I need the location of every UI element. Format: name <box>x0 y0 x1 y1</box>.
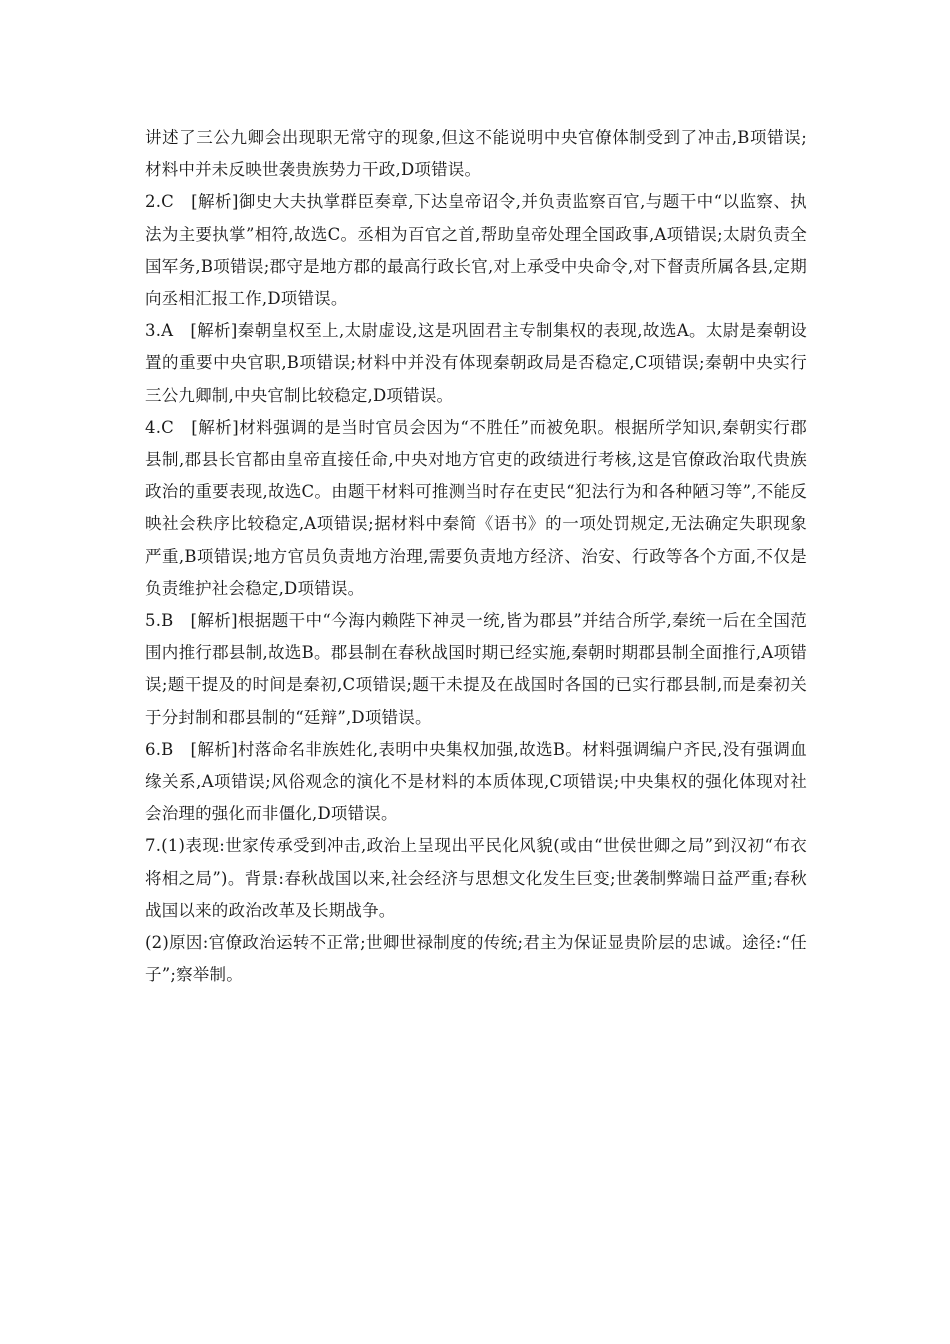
answer-paragraph-2: 2.C [解析]御史大夫执掌群臣奏章,下达皇帝诏令,并负责监察百官,与题干中“以监察、执法为主要执掌”相符,故选C。丞相为百官之首,帮助皇帝处理全国政事,A项错误;太尉负责全国军务,B项错误;郡守是地方郡的最高行政长官,对上承受中央命令,对下督责所属各县,定期向丞相汇报工作,D项错误。 <box>145 192 807 309</box>
answer-paragraph-4: 4.C [解析]材料强调的是当时官员会因为“不胜任”而被免职。根据所学知识,秦朝实行郡县制,郡县长官都由皇帝直接任命,中央对地方官吏的政绩进行考核,这是官僚政治取代贵族政治的重要表现,故选C。由题干材料可推测当时存在吏民“犯法行为和各种陋习等”,不能反映社会秩序比较稳定,A项错误;据材料中秦简《语书》的一项处罚规定,无法确定失职现象严重,B项错误;地方官员负责地方治理,需要负责地方经济、治安、行政等各个方面,不仅是负责维护社会稳定,D项错误。 <box>145 417 807 598</box>
answer-paragraph-7-part-1: 7.(1)表现:世家传承受到冲击,政治上呈现出平民化风貌(或由“世侯世卿之局”到汉初“布衣将相之局”)。背景:春秋战国以来,社会经济与思想文化发生巨变;世袭制弊端日益严重;春秋战国以来的政治改革及长期战争。 <box>145 836 807 920</box>
answer-paragraph-3: 3.A [解析]秦朝皇权至上,太尉虚设,这是巩固君主专制集权的表现,故选A。太尉是秦朝设置的重要中央官职,B项错误;材料中并没有体现秦朝政局是否稳定,C项错误;秦朝中央实行三公九卿制,中央官制比较稳定,D项错误。 <box>145 321 807 405</box>
answer-paragraph-1-continued: 讲述了三公九卿会出现职无常守的现象,但这不能说明中央官僚体制受到了冲击,B项错误;材料中并未反映世袭贵族势力干政,D项错误。 <box>145 128 807 180</box>
answer-paragraph-5: 5.B [解析]根据题干中“今海内赖陛下神灵一统,皆为郡县”并结合所学,秦统一后在全国范围内推行郡县制,故选B。郡县制在春秋战国时期已经实施,秦朝时期郡县制全面推行,A项错误;题干提及的时间是秦初,C项错误;题干未提及在战国时各国的已实行郡县制,而是秦初关于分封制和郡县制的“廷辩”,D项错误。 <box>145 611 807 727</box>
answer-paragraph-7-part-2: (2)原因:官僚政治运转不正常;世卿世禄制度的传统;君主为保证显贵阶层的忠诚。途径:“任子”;察举制。 <box>145 933 807 985</box>
answer-paragraph-6: 6.B [解析]村落命名非族姓化,表明中央集权加强,故选B。材料强调编户齐民,没有强调血缘关系,A项错误;风俗观念的演化不是材料的本质体现,C项错误;中央集权的强化体现对社会治理的强化而非僵化,D项错误。 <box>145 739 807 824</box>
answer-document <box>145 122 807 991</box>
